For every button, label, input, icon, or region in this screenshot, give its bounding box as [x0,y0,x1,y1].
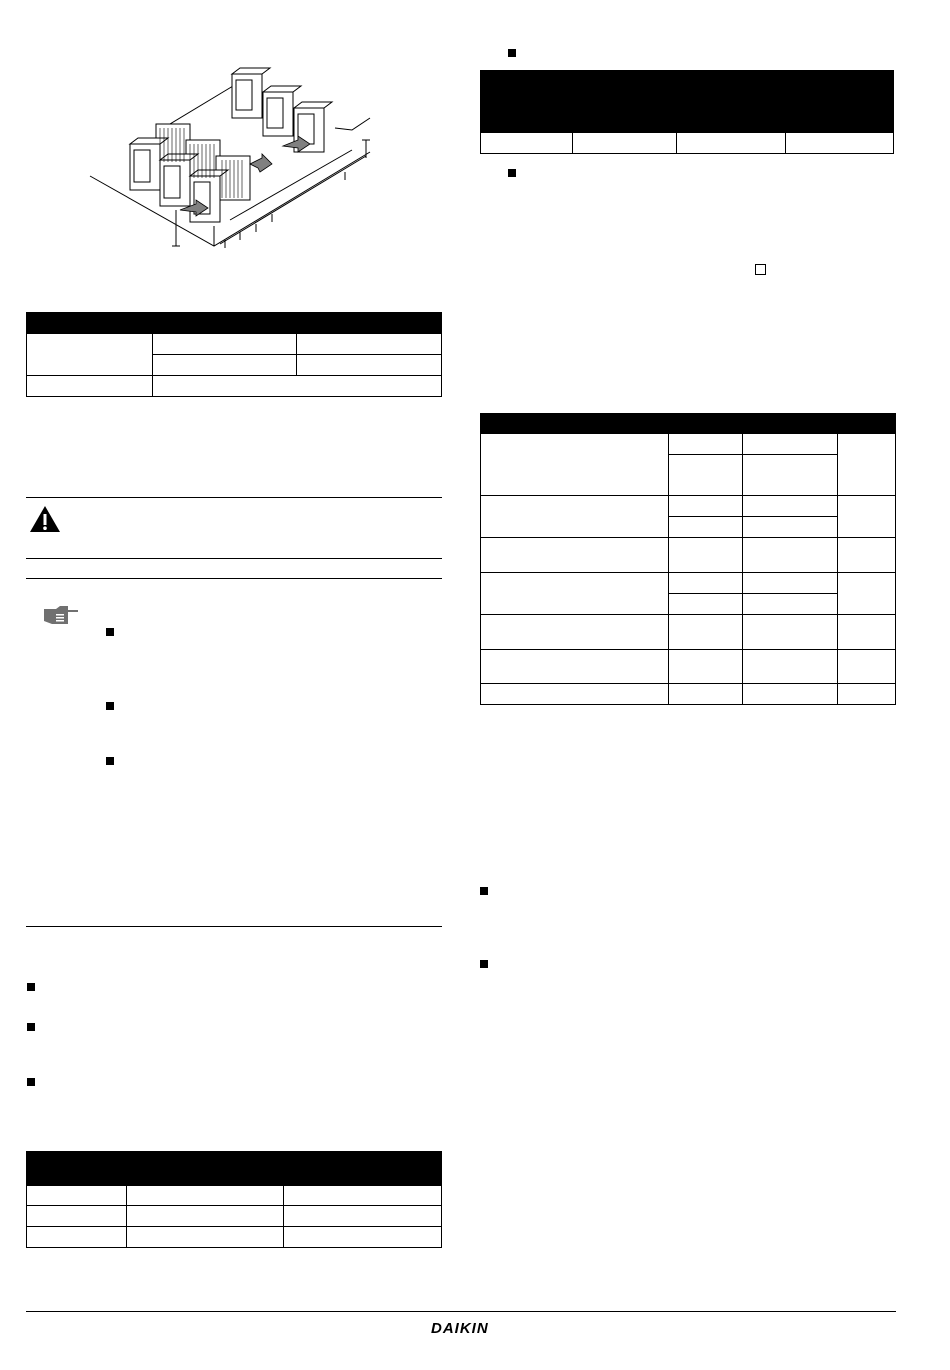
table-cell [668,594,743,615]
table-cell [743,455,838,496]
table-cell [668,455,743,496]
table-2 [26,1151,442,1248]
table-cell [838,684,896,705]
table-cell [27,1186,127,1206]
table-3-header-cell [481,71,894,133]
table-cell [27,1206,127,1227]
table-cell [284,1227,442,1248]
table-cell [786,133,894,154]
table-1 [26,312,442,397]
warning-top-rule [26,497,442,498]
daikin-logo: DAIKIN [431,1320,489,1337]
table-row [27,1227,442,1248]
table-cell [152,376,441,397]
table-cell [743,650,838,684]
table-cell [126,1227,284,1248]
table-1-header-cell [27,313,442,334]
table-row [27,376,442,397]
table-row [27,1186,442,1206]
table-row [481,434,896,455]
square-bullet-icon [508,49,516,57]
note-top-rule [26,578,442,579]
empty-checkbox-icon[interactable] [755,264,766,275]
square-bullet-icon [480,887,488,895]
table-cell [27,334,153,376]
square-bullet-icon [27,983,35,991]
table-cell [481,538,669,573]
table-row [481,650,896,684]
table-cell [838,615,896,650]
warning-triangle-icon [28,504,62,534]
table-cell [668,517,743,538]
square-bullet-icon [106,702,114,710]
table-cell [676,133,786,154]
table-cell [668,496,743,517]
footer-rule [26,1311,896,1312]
table-3-header-row [481,71,894,133]
square-bullet-icon [106,757,114,765]
table-cell [668,684,743,705]
table-cell [743,573,838,594]
table-row [27,1206,442,1227]
table-cell [481,684,669,705]
table-4-header-row [481,414,896,434]
square-bullet-icon [480,960,488,968]
table-cell [838,650,896,684]
table-cell [838,434,896,496]
table-cell [743,684,838,705]
table-cell [668,573,743,594]
table-cell [572,133,676,154]
table-cell [481,650,669,684]
square-bullet-icon [508,169,516,177]
table-cell [743,538,838,573]
table-row [481,538,896,573]
table-cell [284,1206,442,1227]
square-bullet-icon [27,1078,35,1086]
note-bottom-rule [26,926,442,927]
table-cell [27,1227,127,1248]
table-cell [126,1206,284,1227]
installation-illustration [85,60,385,260]
table-cell [668,434,743,455]
table-1-header-row [27,313,442,334]
table-row [481,573,896,594]
square-bullet-icon [106,628,114,636]
table-cell [481,615,669,650]
table-cell [152,355,297,376]
table-2-header-cell [27,1152,442,1186]
table-cell [743,517,838,538]
table-cell [668,650,743,684]
table-cell [152,334,297,355]
table-cell [297,355,442,376]
table-cell [838,538,896,573]
table-row [27,334,442,355]
table-cell [668,615,743,650]
warning-bottom-rule [26,558,442,559]
pointing-hand-icon [42,604,80,626]
table-cell [481,573,669,615]
table-4 [480,413,896,705]
table-cell [284,1186,442,1206]
square-bullet-icon [27,1023,35,1031]
table-cell [481,434,669,496]
table-cell [743,615,838,650]
table-cell [743,496,838,517]
table-cell [481,496,669,538]
table-cell [481,133,573,154]
table-cell [743,594,838,615]
table-cell [126,1186,284,1206]
table-cell [838,573,896,615]
table-row [481,684,896,705]
table-cell [27,376,153,397]
table-3 [480,70,894,154]
table-cell [743,434,838,455]
table-cell [297,334,442,355]
table-4-header-cell [481,414,896,434]
table-cell [668,538,743,573]
table-row [481,133,894,154]
table-cell [838,496,896,538]
table-row [481,615,896,650]
table-row [481,496,896,517]
table-2-header-row [27,1152,442,1186]
